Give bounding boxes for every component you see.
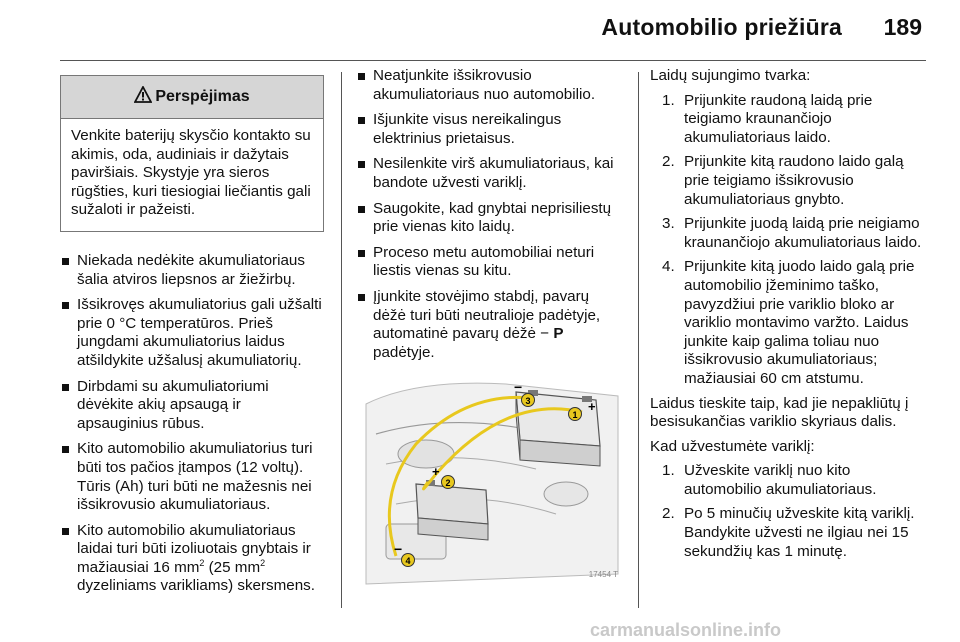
step-number: 1. bbox=[662, 462, 675, 480]
column-divider-left bbox=[341, 72, 342, 608]
step-text: Prijunkite kitą raudono laido galą prie teigiamo išsikrovusio akumuliatoriaus gnybto. bbox=[684, 153, 904, 208]
right-column bbox=[650, 67, 926, 567]
warning-header bbox=[61, 76, 323, 119]
warning-title: Perspėjimas bbox=[155, 87, 250, 105]
step-text: Užveskite variklį nuo kito automobilio akumuliatoriaus. bbox=[684, 462, 877, 498]
list-item: Išjunkite visus nereikalingus elektrinius prietaisus. bbox=[356, 111, 624, 148]
step-number: 2. bbox=[662, 153, 675, 171]
list-item: Saugokite, kad gnybtai neprisiliestų prie vienas kito laidų. bbox=[356, 200, 624, 237]
warning-box bbox=[60, 75, 324, 232]
superscript: 2 bbox=[260, 557, 266, 568]
step-text: Prijunkite kitą juodo laido galą prie automobilio įžeminimo taško, pavyzdžiui prie variklio bloko ar variklio montavimo varžto. Laidus junkite kaip galima toliau nuo išsikrovusio akumuliatoriaus; mažiausiai 60 cm atstumu. bbox=[684, 258, 915, 387]
list-item: Niekada nedėkite akumuliatoriaus šalia atviros liepsnos ar žiežirbų. bbox=[60, 252, 326, 289]
step-text: Prijunkite juodą laidą prie neigiamo kraunančiojo akumuliatoriaus laido. bbox=[684, 215, 922, 251]
page-title: Automobilio priežiūra bbox=[601, 14, 842, 40]
gear-p-label: P bbox=[553, 325, 564, 343]
warning-triangle-icon bbox=[134, 86, 152, 109]
cable-routing-note: Laidus tieskite taip, kad jie nepakliūtų į besisukančias variklio skyriaus dalis. bbox=[650, 394, 909, 431]
cable-spec-text: Kito automobilio akumuliatoriaus laidai turi būti izoliuotais gnybtais ir mažiausiai 16 mm bbox=[77, 521, 311, 576]
left-bullet-list bbox=[60, 252, 326, 596]
gearbox-text: Įjunkite stovėjimo stabdį, pavarų dėžė turi būti neutralioje padėtyje, automatinė pavarų dėžė bbox=[373, 287, 601, 343]
list-item bbox=[650, 462, 926, 499]
page-number: 189 bbox=[883, 14, 922, 40]
column-divider-right bbox=[638, 72, 639, 608]
step-text: Prijunkite raudoną laidą prie teigiamo kraunančiojo akumuliatoriaus laido. bbox=[684, 91, 873, 146]
engine-bay-illustration bbox=[356, 374, 622, 586]
left-column bbox=[60, 67, 326, 603]
start-steps bbox=[650, 462, 926, 561]
list-item bbox=[356, 288, 624, 362]
list-item bbox=[650, 505, 926, 561]
step-number: 3. bbox=[662, 215, 675, 233]
page-header bbox=[0, 0, 960, 62]
list-item: Dirbdami su akumuliatoriumi dėvėkite akių apsaugą ir apsauginius rūbus. bbox=[60, 378, 326, 434]
list-item: Proceso metu automobiliai neturi liestis vienas su kitu. bbox=[356, 244, 624, 281]
callout-label: 2 bbox=[445, 478, 451, 489]
callout-label: 3 bbox=[525, 396, 531, 407]
figure-code: 17454 T bbox=[588, 569, 618, 579]
plus-sign: + bbox=[432, 464, 440, 480]
list-item: Išsikrovęs akumuliatorius gali užšalti prie 0 °C temperatūros. Prieš jungdami akumuliatorius laidus atšildykite užšalusį akumuliatorių. bbox=[60, 296, 326, 370]
list-item bbox=[650, 92, 926, 148]
connection-steps bbox=[650, 92, 926, 389]
minus-sign: − bbox=[394, 541, 403, 558]
dash: − bbox=[540, 325, 550, 343]
minus-sign: − bbox=[514, 379, 523, 396]
watermark: carmanualsonline.info bbox=[590, 620, 782, 640]
list-item: Neatjunkite išsikrovusio akumuliatoriaus nuo automobilio. bbox=[356, 67, 624, 104]
step-number: 1. bbox=[662, 91, 675, 109]
gearbox-tail: padėtyje. bbox=[373, 343, 435, 361]
header-divider bbox=[60, 60, 926, 61]
battery-icon bbox=[416, 480, 488, 540]
plus-sign: + bbox=[588, 399, 596, 415]
step-number: 4. bbox=[662, 258, 675, 276]
list-item: Kito automobilio akumuliatorius turi būti tos pačios įtampos (12 voltų). Tūris (Ah) turi būti ne mažesnis nei išsikrovusio akumuliatoriaus. bbox=[60, 440, 326, 514]
cable-spec-text: dyzeliniams varikliams) skersmens. bbox=[77, 577, 315, 595]
step-number: 2. bbox=[662, 505, 675, 523]
callout-label: 4 bbox=[405, 556, 411, 567]
jump-start-figure bbox=[356, 374, 622, 586]
middle-bullet-list bbox=[356, 67, 624, 362]
callout-label: 1 bbox=[572, 410, 578, 421]
warning-text: Venkite baterijų skysčio kontakto su akimis, oda, audiniais ir dažytais paviršiais. Skystyje yra sieros rūgšties, kuri tiesiogiai liečiantis gali sužaloti ir pažeisti. bbox=[71, 127, 311, 219]
list-item bbox=[650, 215, 926, 252]
list-item bbox=[650, 153, 926, 209]
list-item: Nesilenkite virš akumuliatoriaus, kai bandote užvesti variklį. bbox=[356, 155, 624, 192]
superscript: 2 bbox=[199, 557, 205, 568]
connection-order-heading: Laidų sujungimo tvarka: bbox=[650, 67, 811, 84]
list-item bbox=[650, 258, 926, 388]
start-engine-heading: Kad užvestumėte variklį: bbox=[650, 437, 815, 455]
step-text: Po 5 minučių užveskite kitą variklį. Bandykite užvesti ne ilgiau nei 15 sekundžių kas 1 minutę. bbox=[684, 505, 915, 560]
middle-column bbox=[356, 67, 624, 586]
list-item bbox=[60, 522, 326, 596]
cable-spec-text: (25 mm bbox=[204, 558, 261, 576]
